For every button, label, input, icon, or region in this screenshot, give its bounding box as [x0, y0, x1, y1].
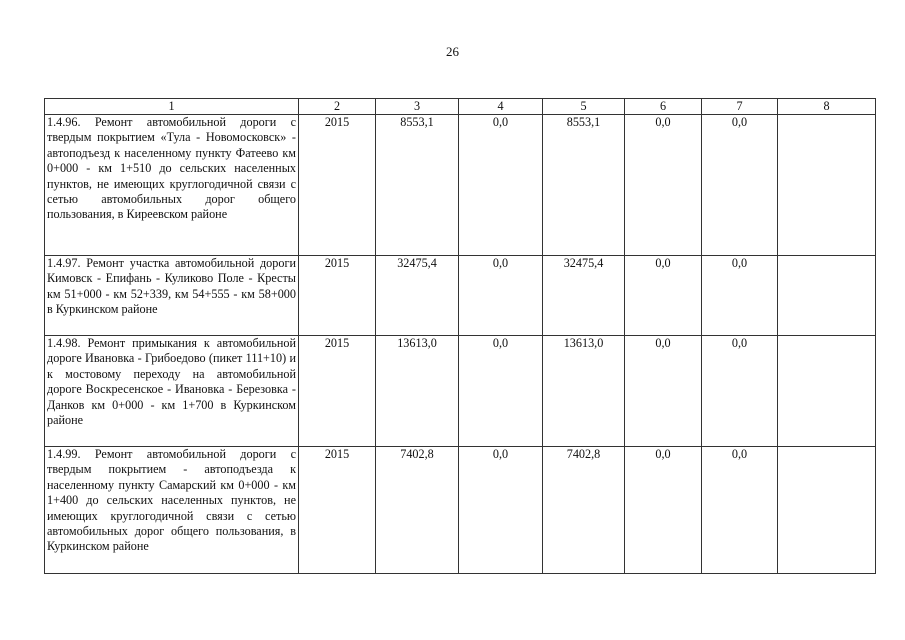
- header-row: [45, 99, 876, 115]
- row-year: 2015: [299, 447, 376, 574]
- row-col4: 0,0: [459, 115, 543, 256]
- row-col6: 0,0: [625, 447, 702, 574]
- row-col8: [778, 256, 876, 336]
- row-col5: 13613,0: [543, 336, 625, 447]
- row-description: 1.4.97. Ремонт участка автомобильной дороги Кимовск - Епифань - Куликово Поле - Кресты км 51+000 - км 52+339, км 54+555 - км 58+000 в Куркинском районе: [45, 256, 299, 336]
- column-header-8: 8: [778, 99, 876, 115]
- column-header-3: 3: [376, 99, 459, 115]
- column-header-6: 6: [625, 99, 702, 115]
- row-col6: 0,0: [625, 115, 702, 256]
- row-col4: 0,0: [459, 336, 543, 447]
- row-year: 2015: [299, 115, 376, 256]
- row-col3: 32475,4: [376, 256, 459, 336]
- row-col3: 7402,8: [376, 447, 459, 574]
- row-year: 2015: [299, 336, 376, 447]
- row-col7: 0,0: [702, 447, 778, 574]
- row-col3: 13613,0: [376, 336, 459, 447]
- row-col7: 0,0: [702, 256, 778, 336]
- column-header-4: 4: [459, 99, 543, 115]
- row-col5: 8553,1: [543, 115, 625, 256]
- row-col7: 0,0: [702, 115, 778, 256]
- row-col4: 0,0: [459, 256, 543, 336]
- table-row: [45, 336, 876, 447]
- row-col8: [778, 336, 876, 447]
- column-header-5: 5: [543, 99, 625, 115]
- column-header-2: 2: [299, 99, 376, 115]
- row-description: 1.4.98. Ремонт примыкания к автомобильной дороге Ивановка - Грибоедово (пикет 111+10) и к мостовому переходу на автомобильной дороге Воскресенское - Ивановка - Березовка - Данков км 0+000 - км 1+700 в Куркинском районе: [45, 336, 299, 447]
- row-col7: 0,0: [702, 336, 778, 447]
- row-col6: 0,0: [625, 336, 702, 447]
- page-number: 26: [446, 44, 459, 59]
- row-year: 2015: [299, 256, 376, 336]
- row-col3: 8553,1: [376, 115, 459, 256]
- row-col6: 0,0: [625, 256, 702, 336]
- row-description: 1.4.99. Ремонт автомобильной дороги с твердым покрытием - автоподъезда к населенному пункту Самарский км 0+000 - км 1+400 до сельских населенных пунктов, не имеющих круглогодичной связи с сетью автомобильных дорог общего пользования, в Куркинском районе: [45, 447, 299, 574]
- table-row: [45, 447, 876, 574]
- row-col8: [778, 115, 876, 256]
- row-col5: 7402,8: [543, 447, 625, 574]
- program-table: [44, 98, 876, 574]
- row-col8: [778, 447, 876, 574]
- row-col5: 32475,4: [543, 256, 625, 336]
- column-header-7: 7: [702, 99, 778, 115]
- table-row: [45, 115, 876, 256]
- column-header-1: 1: [45, 99, 299, 115]
- table-row: [45, 256, 876, 336]
- row-description: 1.4.96. Ремонт автомобильной дороги с твердым покрытием «Тула - Новомосковск» - автоподъезд к населенному пункту Фатеево км 0+000 - км 1+510 до сельских населенных пунктов, не имеющих круглогодичной связи с сетью автомобильных дорог общего пользования, в Киреевском районе: [45, 115, 299, 256]
- row-col4: 0,0: [459, 447, 543, 574]
